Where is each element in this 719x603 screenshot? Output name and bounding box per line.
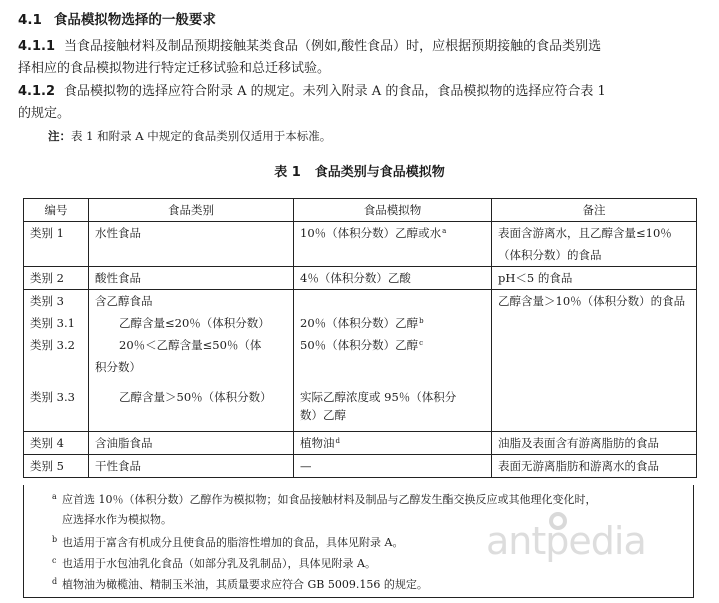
table-row xyxy=(24,432,697,455)
table-row xyxy=(24,290,697,432)
footnote-mark: b xyxy=(52,535,58,544)
section-number: 4.1 xyxy=(18,12,42,28)
header-simulant: 食品模拟物 xyxy=(294,199,492,222)
row-remark-line: 表面含游离水，且乙醇含量≤10％ xyxy=(498,226,672,240)
subrow-id: 类别 3.3 xyxy=(30,390,75,404)
subrow-category: 乙醇含量＞50％（体积分数） xyxy=(119,390,272,404)
footnote-ref: d xyxy=(335,437,340,445)
footnote-text: 也适用于富含有机成分且使食品的脂溶性增加的食品，具体见附录 A。 xyxy=(62,536,404,549)
subrow-id: 类别 3.2 xyxy=(30,338,75,352)
clause-4-1-1 xyxy=(18,36,694,80)
row-category: 水性食品 xyxy=(95,226,141,240)
row-id: 类别 5 xyxy=(30,459,64,473)
footnote-d xyxy=(52,575,682,595)
table-caption xyxy=(0,161,719,180)
table-row xyxy=(24,267,697,290)
row-category: 含乙醇食品 xyxy=(95,294,153,308)
row-id: 类别 2 xyxy=(30,271,64,285)
section-heading xyxy=(18,8,216,28)
row-simulant: 植物油$^d$ xyxy=(300,436,340,450)
footnote-text-line: 应选择水作为模拟物。 xyxy=(62,513,172,526)
row-id: 类别 3 xyxy=(30,294,64,308)
row-simulant: — xyxy=(300,459,312,473)
clause-text-line: 当食品接触材料及制品预期接触某类食品（例如,酸性食品）时，应根据预期接触的食品类别选 xyxy=(64,39,602,54)
footnote-mark: c xyxy=(52,556,57,565)
row-simulant: 10％（体积分数）乙醇或水$^a$ xyxy=(300,226,447,240)
header-id: 编号 xyxy=(24,199,89,222)
footnote-ref: a xyxy=(442,227,447,235)
footnote-text-line: 应首选 10％（体积分数）乙醇作为模拟物；如食品接触材料及制品与乙醇发生酯交换反应或其他理化变化时， xyxy=(62,493,597,506)
clause-text-line: 的规定。 xyxy=(18,106,71,121)
note-label: 注： xyxy=(48,129,71,143)
row-remark: 表面无游离脂肪和游离水的食品 xyxy=(498,459,659,473)
note-text: 表 1 和附录 A 中规定的食品类别仅适用于本标准。 xyxy=(71,129,332,143)
footnote-text: 植物油为橄榄油、精制玉米油，其质量要求应符合 GB 5009.156 的规定。 xyxy=(62,578,428,591)
subrow-category-cont: 积分数） xyxy=(95,360,141,374)
clause-number: 4.1.2 xyxy=(18,84,56,99)
subrow-category: 乙醇含量≤20％（体积分数） xyxy=(119,316,270,330)
footnote-ref: c xyxy=(419,339,424,347)
header-category: 食品类别 xyxy=(89,199,294,222)
footnote-ref: b xyxy=(419,317,424,325)
table-row xyxy=(24,222,697,267)
table-number: 表 1 xyxy=(274,165,301,180)
row-remark: pH＜5 的食品 xyxy=(498,271,573,285)
table-title: 食品类别与食品模拟物 xyxy=(314,165,445,180)
footnote-mark: d xyxy=(52,577,58,586)
note xyxy=(48,128,331,144)
row-category: 酸性食品 xyxy=(95,271,141,285)
row-remark: 乙醇含量＞10％（体积分数）的食品 xyxy=(498,294,686,308)
footnote-mark: a xyxy=(52,492,57,501)
table-row xyxy=(24,455,697,478)
clause-text-line: 食品模拟物的选择应符合附录 A 的规定。未列入附录 A 的食品，食品模拟物的选择应符合表 1 xyxy=(64,84,606,99)
subrow-simulant-cont: 数）乙醇 xyxy=(300,408,346,422)
subrow-simulant: 20％（体积分数）乙醇$^b$ xyxy=(300,316,424,330)
section-title: 食品模拟物选择的一般要求 xyxy=(53,12,216,28)
row-remark: 油脂及表面含有游离脂肪的食品 xyxy=(498,436,659,450)
subrow-category: 20％＜乙醇含量≤50％（体 xyxy=(119,338,262,352)
clause-text-line: 择相应的食品模拟物进行特定迁移试验和总迁移试验。 xyxy=(18,61,331,76)
subrow-simulant: 实际乙醇浓度或 95％（体积分 xyxy=(300,390,457,404)
row-category: 干性食品 xyxy=(95,459,141,473)
header-remark: 备注 xyxy=(492,199,697,222)
food-simulant-table xyxy=(23,198,697,478)
subrow-id: 类别 3.1 xyxy=(30,316,75,330)
row-remark-line: （体积分数）的食品 xyxy=(498,248,602,262)
watermark: antpedia xyxy=(486,519,646,563)
table-header-row xyxy=(24,199,697,222)
clause-4-1-2 xyxy=(18,81,694,125)
row-id: 类别 4 xyxy=(30,436,64,450)
footnote-text: 也适用于水包油乳化食品（如部分乳及乳制品），具体见附录 A。 xyxy=(62,557,376,570)
clause-number: 4.1.1 xyxy=(18,39,56,54)
row-category: 含油脂食品 xyxy=(95,436,153,450)
row-simulant: 4％（体积分数）乙酸 xyxy=(300,271,411,285)
subrow-simulant: 50％（体积分数）乙醇$^c$ xyxy=(300,338,424,352)
row-id: 类别 1 xyxy=(30,226,64,240)
